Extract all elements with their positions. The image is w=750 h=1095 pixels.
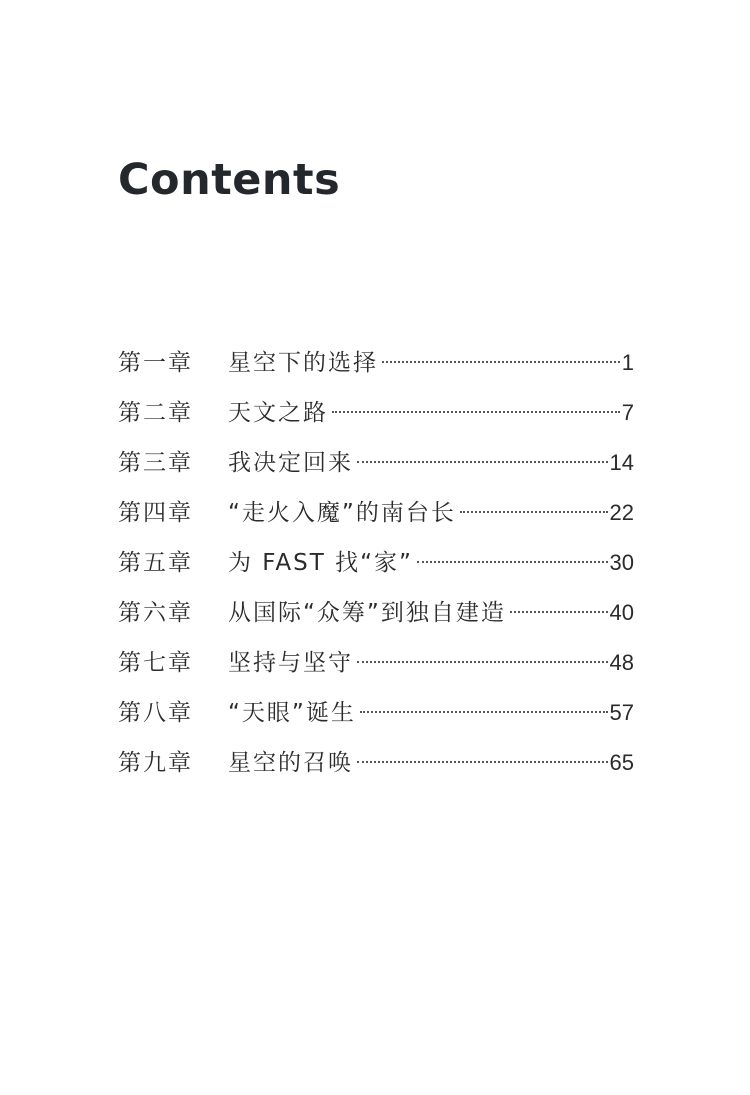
dot-leader [357, 761, 608, 763]
chapter-title: “天眼”诞生 [228, 700, 356, 726]
chapter-title: 我决定回来 [228, 450, 353, 476]
dot-leader [460, 511, 608, 513]
page-number: 14 [609, 450, 634, 475]
toc-entry[interactable] [118, 488, 634, 538]
dot-leader [382, 361, 620, 363]
dot-leader [332, 411, 620, 413]
chapter-number: 第八章 [118, 700, 193, 726]
toc-entry[interactable] [118, 338, 634, 388]
chapter-number: 第三章 [118, 450, 193, 476]
chapter-number: 第二章 [118, 400, 193, 426]
dot-leader [357, 461, 608, 463]
toc-entry[interactable] [118, 388, 634, 438]
dot-leader [417, 561, 608, 563]
page-number: 57 [609, 700, 634, 725]
toc-entry[interactable] [118, 638, 634, 688]
chapter-number: 第一章 [118, 350, 193, 376]
page-number: 22 [609, 500, 634, 525]
chapter-title: “走火入魔”的南台长 [228, 500, 456, 526]
toc-entry[interactable] [118, 738, 634, 788]
page-title: Contents [118, 155, 341, 205]
chapter-number: 第七章 [118, 650, 193, 676]
page-number: 65 [609, 750, 634, 775]
page-number: 30 [609, 550, 634, 575]
chapter-title: 星空的召唤 [228, 750, 353, 776]
toc-entry[interactable] [118, 538, 634, 588]
chapter-title: 从国际“众筹”到独自建造 [228, 600, 506, 626]
chapter-title: 天文之路 [228, 400, 328, 426]
page-number: 48 [609, 650, 634, 675]
chapter-number: 第四章 [118, 500, 193, 526]
dot-leader [357, 661, 608, 663]
table-of-contents [118, 338, 634, 788]
dot-leader [510, 611, 608, 613]
chapter-title: 为 FAST 找“家” [228, 550, 413, 576]
toc-entry[interactable] [118, 438, 634, 488]
page-number: 7 [621, 400, 634, 425]
page-number: 40 [609, 600, 634, 625]
chapter-number: 第五章 [118, 550, 193, 576]
chapter-number: 第六章 [118, 600, 193, 626]
dot-leader [360, 711, 608, 713]
chapter-title: 星空下的选择 [228, 350, 378, 376]
toc-entry[interactable] [118, 688, 634, 738]
page-number: 1 [621, 350, 634, 375]
chapter-title: 坚持与坚守 [228, 650, 353, 676]
chapter-number: 第九章 [118, 750, 193, 776]
toc-entry[interactable] [118, 588, 634, 638]
